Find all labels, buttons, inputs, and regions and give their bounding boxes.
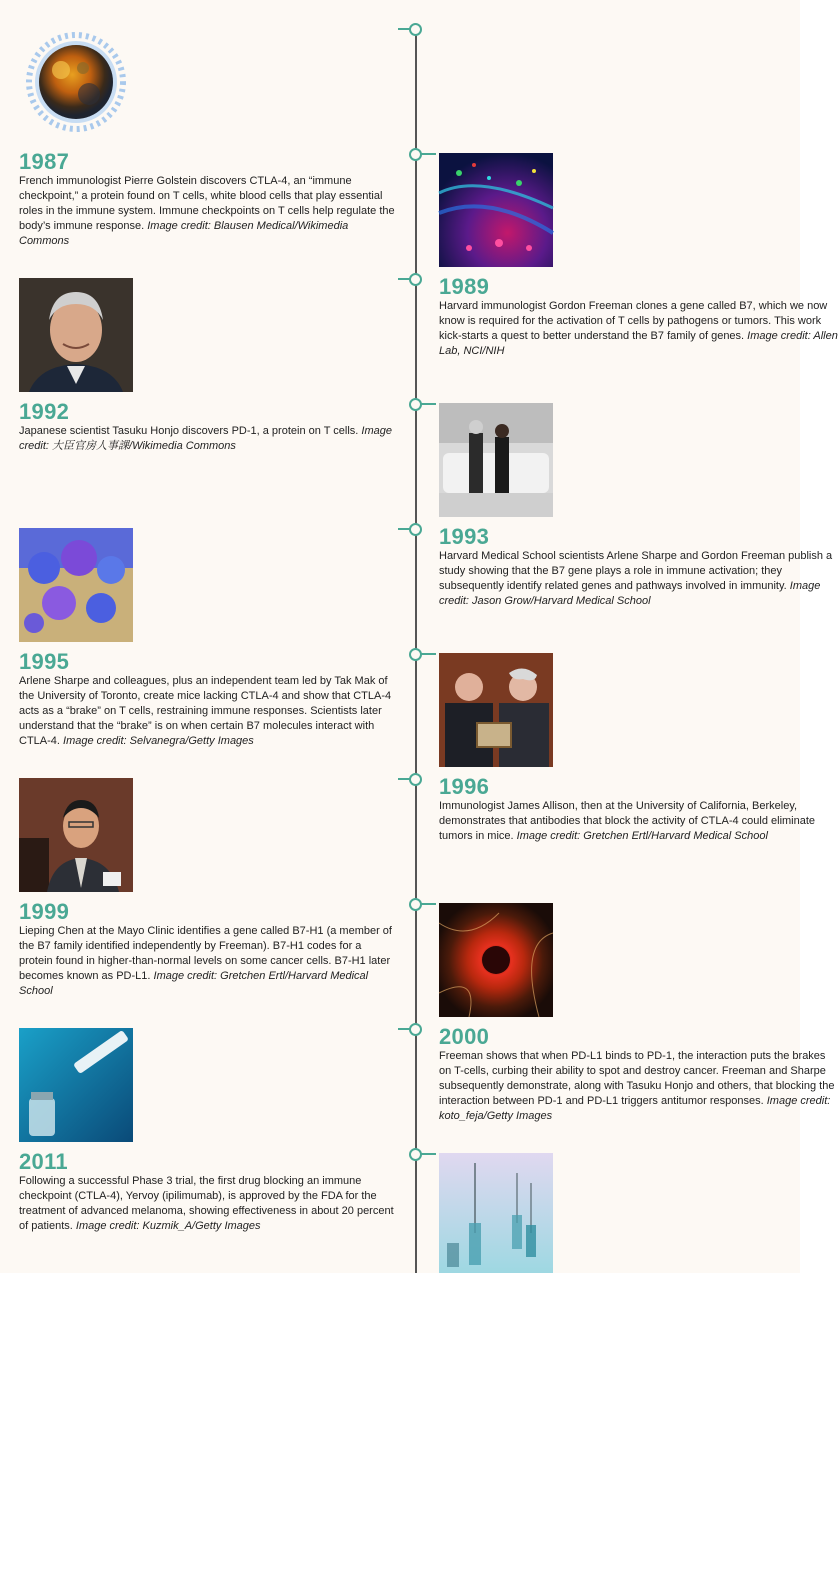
timeline-node <box>409 1148 422 1161</box>
image-credit: Image credit: Gretchen Ertl/Harvard Medical School <box>516 830 768 842</box>
event-description: Harvard Medical School scientists Arlene Sharpe and Gordon Freeman publish a study showing that the B7 gene plays a role in immune activation; they subsequently identify related genes and pathways involved in immunity. Image credit: Jason Grow/Harvard Medical School <box>439 550 833 607</box>
event-year: 1996 <box>439 774 490 799</box>
event-description: Freeman shows that when PD-L1 binds to PD-1, the interaction puts the brakes on T-cells, curbing their ability to spot and destroy cancer. Freeman and Sharpe subsequently demonstrate, along with Tasuku Honjo and others, that blocking the interaction between PD-1 and PD-L1 triggers antitumor responses. Image credit: koto_feja/Getty Images <box>439 1050 835 1122</box>
event-image-syringes <box>439 1153 553 1273</box>
event-image-portrait <box>19 778 133 892</box>
timeline-node <box>409 148 422 161</box>
event-image-award-photo <box>439 653 553 767</box>
image-credit: Image credit: 大臣官房人事課/Wikimedia Commons <box>19 425 392 452</box>
event-description: Harvard immunologist Gordon Freeman clones a gene called B7, which we now know is required for the activation of T cells by pathogens or tumors. This work kick-starts a quest to better understand the B7 family of genes. Image credit: Allen Lab, NCI/NIH <box>439 300 838 357</box>
event-description: Arlene Sharpe and colleagues, plus an independent team led by Tak Mak of the University of Toronto, create mice lacking CTLA-4 and show that CTLA-4 acts as a “brake” on T cells, restraining immune responses. Scientists later understand that the “brake” is on when certain B7 molecules interact with CTLA-4. Image credit: Selvanegra/Getty Images <box>19 675 392 747</box>
image-credit: Image credit: Blausen Medical/Wikimedia Commons <box>19 220 349 247</box>
image-credit: Image credit: Allen Lab, NCI/NIH <box>439 330 838 357</box>
event-year: 2000 <box>439 1024 490 1049</box>
timeline-node <box>409 523 422 536</box>
event-image-fluorescent-tissue <box>439 153 553 267</box>
event-year: 1995 <box>19 649 70 674</box>
event-description: Immunologist James Allison, then at the University of California, Berkeley, demonstrates that antibodies that block the activity of CTLA-4 could eliminate tumors in mice. Image credit: Gretchen Ertl/Harvard Medical School <box>439 800 816 842</box>
timeline-node <box>409 648 422 661</box>
event-image-proteins <box>19 528 133 642</box>
image-credit: Image credit: Selvanegra/Getty Images <box>63 735 254 747</box>
event-description: Lieping Chen at the Mayo Clinic identifies a gene called B7-H1 (a member of the B7 family identified independently by Freeman). B7-H1 codes for a protein found in higher-than-normal levels on some cancer cells. B7-H1 later becomes known as PD-L1. Image credit: Gretchen Ertl/Harvard Medical School <box>19 925 392 997</box>
event-year: 2011 <box>19 1149 68 1174</box>
timeline-node <box>409 398 422 411</box>
image-credit: Image credit: Kuzmik_A/Getty Images <box>75 1220 261 1232</box>
event-image-cancer-cell <box>439 903 553 1017</box>
timeline-node <box>409 898 422 911</box>
event-image-vaccine <box>19 1028 133 1142</box>
event-year: 1987 <box>19 149 70 174</box>
event-description: French immunologist Pierre Golstein discovers CTLA-4, an “immune checkpoint,” a protein found on T cells, white blood cells that play essential roles in the immune system. Immune checkpoints on T cells help regulate the body’s immune response. Image credit: Blausen Medical/Wikimedia Commons <box>19 175 395 247</box>
event-image-t-cell <box>19 24 133 138</box>
timeline-node <box>409 1023 422 1036</box>
event-description: Following a successful Phase 3 trial, the first drug blocking an immune checkpoint (CTLA-4), Yervoy (ipilimumab), is approved by the FDA for the treatment of advanced melanoma, showing effectiveness in about 20 percent of patients. Image credit: Kuzmik_A/Getty Images <box>19 1175 394 1232</box>
timeline-node <box>409 273 422 286</box>
timeline-node <box>409 23 422 36</box>
event-year: 1989 <box>439 274 490 299</box>
event-image-couch-photo <box>439 403 553 517</box>
image-credit: Image credit: Jason Grow/Harvard Medical School <box>439 580 821 607</box>
event-description: Japanese scientist Tasuku Honjo discovers PD-1, a protein on T cells. Image credit: 大臣官房人事課/Wikimedia Commons <box>19 425 392 452</box>
image-credit: Image credit: Gretchen Ertl/Harvard Medical School <box>19 970 369 997</box>
event-year: 1999 <box>19 899 70 924</box>
image-credit: Image credit: koto_feja/Getty Images <box>439 1095 831 1122</box>
event-image-portrait <box>19 278 133 392</box>
event-year: 1992 <box>19 399 70 424</box>
timeline-node <box>409 773 422 786</box>
event-year: 1993 <box>439 524 490 549</box>
